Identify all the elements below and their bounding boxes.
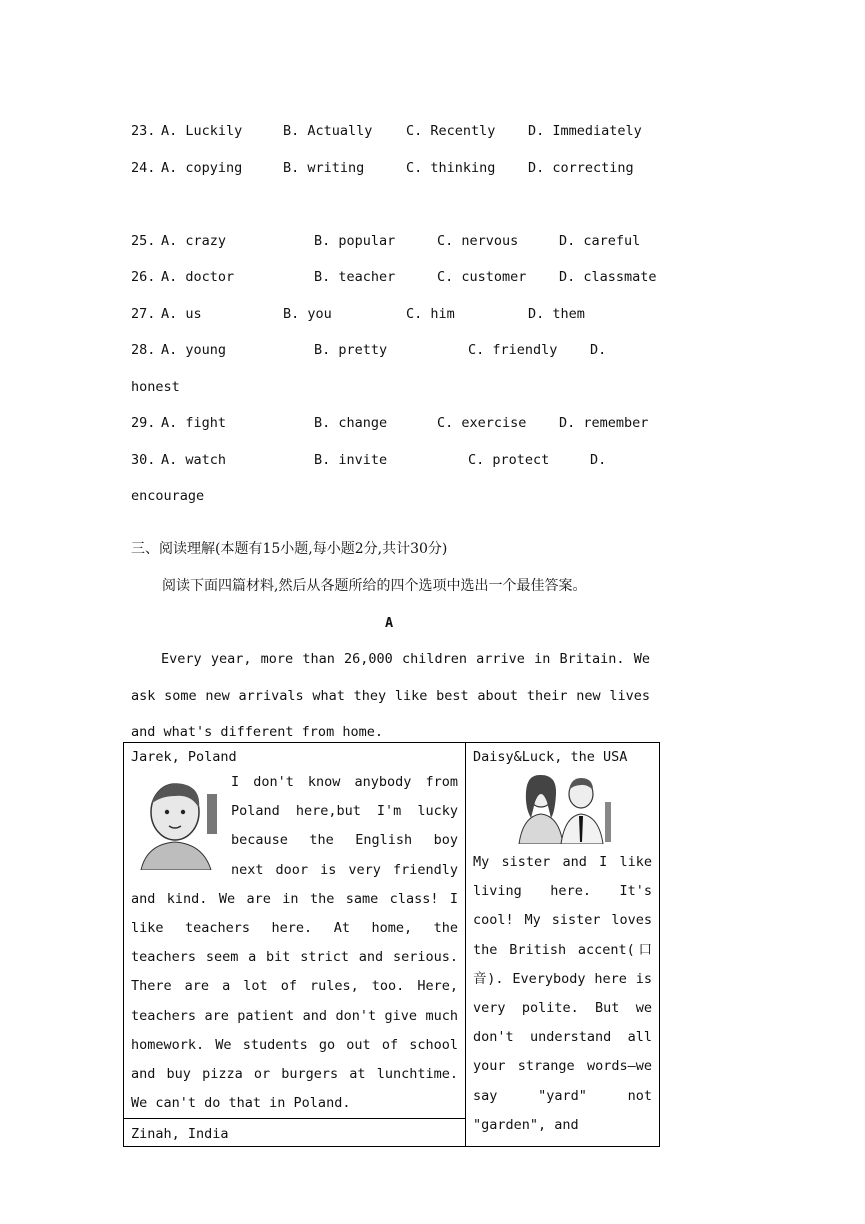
option-b: B. change <box>314 415 388 431</box>
instruction-text: 阅读下面四篇材料,然后从各题所给的四个选项中选出一个最佳答案。 <box>162 578 587 594</box>
question-number: 23. <box>131 123 156 139</box>
option-d: D. correcting <box>528 160 634 176</box>
daisy-text: My sister and I like living here. It's cool! My sister loves the British accent(口音). Everybody here is very polite. But we don't understand all your strange words—we say "yard" not "garden", and <box>473 854 652 1133</box>
daisy-name: Daisy&Luck, the USA <box>473 749 628 765</box>
option-d: D. <box>590 452 607 468</box>
jarek-cell <box>124 743 466 1119</box>
jarek-text: I don't know anybody from Poland here,but I'm lucky because the English boy next door is very friendly and kind. We are in the same class! I like teachers here. At home, the teachers seem a bit strict and serious. There are a lot of rules, too. Here, teachers are patient and don't give much homework. We students go out of school and buy pizza or burgers at lunchtime. We can't do that in Poland. <box>131 774 458 1112</box>
option-b: B. Actually <box>283 123 373 139</box>
question-number: 25. <box>131 233 156 249</box>
daisy-cell <box>466 743 660 1147</box>
option-a: A. us <box>161 306 202 322</box>
question-number: 28. <box>131 342 156 358</box>
option-a: A. doctor <box>161 269 235 285</box>
passage-intro: Every year, more than 26,000 children arrive in Britain. We ask some new arrivals what they like best about their new lives and what's different from home. <box>131 651 650 740</box>
option-b: B. pretty <box>314 342 388 358</box>
daisy-luck-photo <box>511 772 615 844</box>
option-d: D. careful <box>559 233 641 249</box>
option-b: B. writing <box>283 160 365 176</box>
zinah-name: Zinah, India <box>131 1126 229 1143</box>
question-number: 26. <box>131 269 156 285</box>
option-b: B. popular <box>314 233 396 249</box>
option-a: A. watch <box>161 452 227 468</box>
option-a: A. crazy <box>161 233 227 249</box>
option-c: C. Recently <box>406 123 496 139</box>
jarek-name: Jarek, Poland <box>131 749 237 765</box>
option-a: A. fight <box>161 415 227 431</box>
option-a: A. copying <box>161 160 243 176</box>
jarek-photo <box>131 774 223 870</box>
question-number: 27. <box>131 306 156 322</box>
option-c: C. exercise <box>437 415 527 431</box>
question-28-wrap: honest <box>131 379 180 395</box>
option-c: C. protect <box>468 452 550 468</box>
option-a: A. Luckily <box>161 123 243 139</box>
question-number: 29. <box>131 415 156 431</box>
option-b: B. invite <box>314 452 388 468</box>
passage-label: A <box>385 615 394 631</box>
option-d: D. classmate <box>559 269 657 285</box>
zinah-cell <box>124 1119 466 1147</box>
option-b: B. teacher <box>314 269 396 285</box>
option-c: C. him <box>406 306 455 322</box>
option-d: D. remember <box>559 415 649 431</box>
reading-table <box>123 742 660 1147</box>
option-d: D. <box>590 342 607 358</box>
option-d: D. Immediately <box>528 123 642 139</box>
option-c: C. customer <box>437 269 527 285</box>
section-heading: 三、阅读理解(本题有15小题,每小题2分,共计30分) <box>131 541 448 557</box>
option-c: C. thinking <box>406 160 496 176</box>
option-c: C. nervous <box>437 233 519 249</box>
question-number: 24. <box>131 160 156 176</box>
question-number: 30. <box>131 452 156 468</box>
option-d: D. them <box>528 306 585 322</box>
question-30-wrap: encourage <box>131 488 205 504</box>
option-c: C. friendly <box>468 342 558 358</box>
option-b: B. you <box>283 306 332 322</box>
option-a: A. young <box>161 342 227 358</box>
